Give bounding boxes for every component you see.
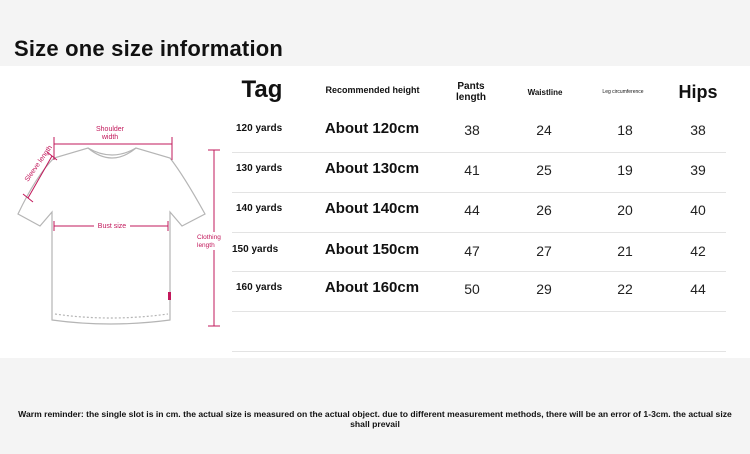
- pants-cell: 50: [464, 281, 480, 297]
- waist-cell: 25: [536, 162, 552, 178]
- height-cell: About 140cm: [324, 200, 420, 217]
- length-label-2: length: [197, 242, 215, 249]
- row-divider: [232, 192, 726, 193]
- length-label: Clothing: [197, 234, 221, 241]
- leg-cell: 21: [617, 243, 633, 259]
- page-title: Size one size information: [14, 36, 284, 61]
- waist-cell: 24: [536, 122, 552, 138]
- row-divider: [232, 232, 726, 233]
- table-row: [232, 241, 726, 261]
- table-row: [236, 279, 726, 299]
- hips-cell: 44: [690, 281, 706, 297]
- leg-cell: 22: [617, 281, 633, 297]
- leg-cell: 20: [617, 202, 633, 218]
- col-header-recommended-height: Recommended height: [325, 85, 420, 95]
- sleeve-label: Sleeve length: [23, 144, 54, 184]
- leg-cell: 18: [617, 122, 633, 138]
- hips-cell: 39: [690, 162, 706, 178]
- leg-cell: 19: [617, 162, 633, 178]
- size-cell: 160 yards: [236, 282, 283, 293]
- waist-cell: 29: [536, 281, 552, 297]
- col-header-pants-length: Pants length: [456, 81, 486, 103]
- table-row: [236, 120, 726, 140]
- hips-cell: 40: [690, 202, 706, 218]
- table-row: [236, 200, 726, 220]
- pants-cell: 44: [464, 202, 480, 218]
- row-divider: [232, 271, 726, 272]
- footer-band: [0, 358, 750, 454]
- row-divider: [232, 351, 726, 352]
- bust-label: Bust size: [97, 223, 127, 230]
- tshirt-diagram: [0, 112, 230, 337]
- waist-cell: 27: [536, 243, 552, 259]
- row-divider: [232, 311, 726, 312]
- col-header-tag: Tag: [241, 76, 283, 103]
- pants-cell: 41: [464, 162, 480, 178]
- tshirt-outline: [18, 148, 205, 324]
- waist-cell: 26: [536, 202, 552, 218]
- hips-cell: 42: [690, 243, 706, 259]
- height-cell: About 130cm: [324, 160, 420, 177]
- height-cell: About 150cm: [324, 241, 420, 258]
- pants-cell: 38: [464, 122, 480, 138]
- col-header-hips: Hips: [678, 82, 718, 102]
- size-cell: 150 yards: [232, 244, 279, 255]
- size-cell: 120 yards: [236, 123, 283, 134]
- table-row: [236, 160, 726, 180]
- col-header-waistline: Waistline: [527, 88, 563, 97]
- tshirt-tag: [168, 292, 171, 300]
- row-divider: [232, 152, 726, 153]
- pants-cell: 47: [464, 243, 480, 259]
- height-cell: About 160cm: [324, 279, 420, 296]
- size-cell: 140 yards: [236, 203, 283, 214]
- size-cell: 130 yards: [236, 163, 283, 174]
- height-cell: About 120cm: [324, 120, 420, 137]
- col-header-leg-circumference: Leg circumference: [602, 89, 644, 95]
- warm-reminder-note: Warm reminder: the single slot is in cm. the actual size is measured on the actual object. due to different measurement methods, there will be an error of 1-3cm. the actual size shall prevail: [18, 409, 732, 429]
- shoulder-label: Shoulder: [95, 126, 125, 133]
- shoulder-label-2: width: [101, 134, 119, 141]
- hips-cell: 38: [690, 122, 706, 138]
